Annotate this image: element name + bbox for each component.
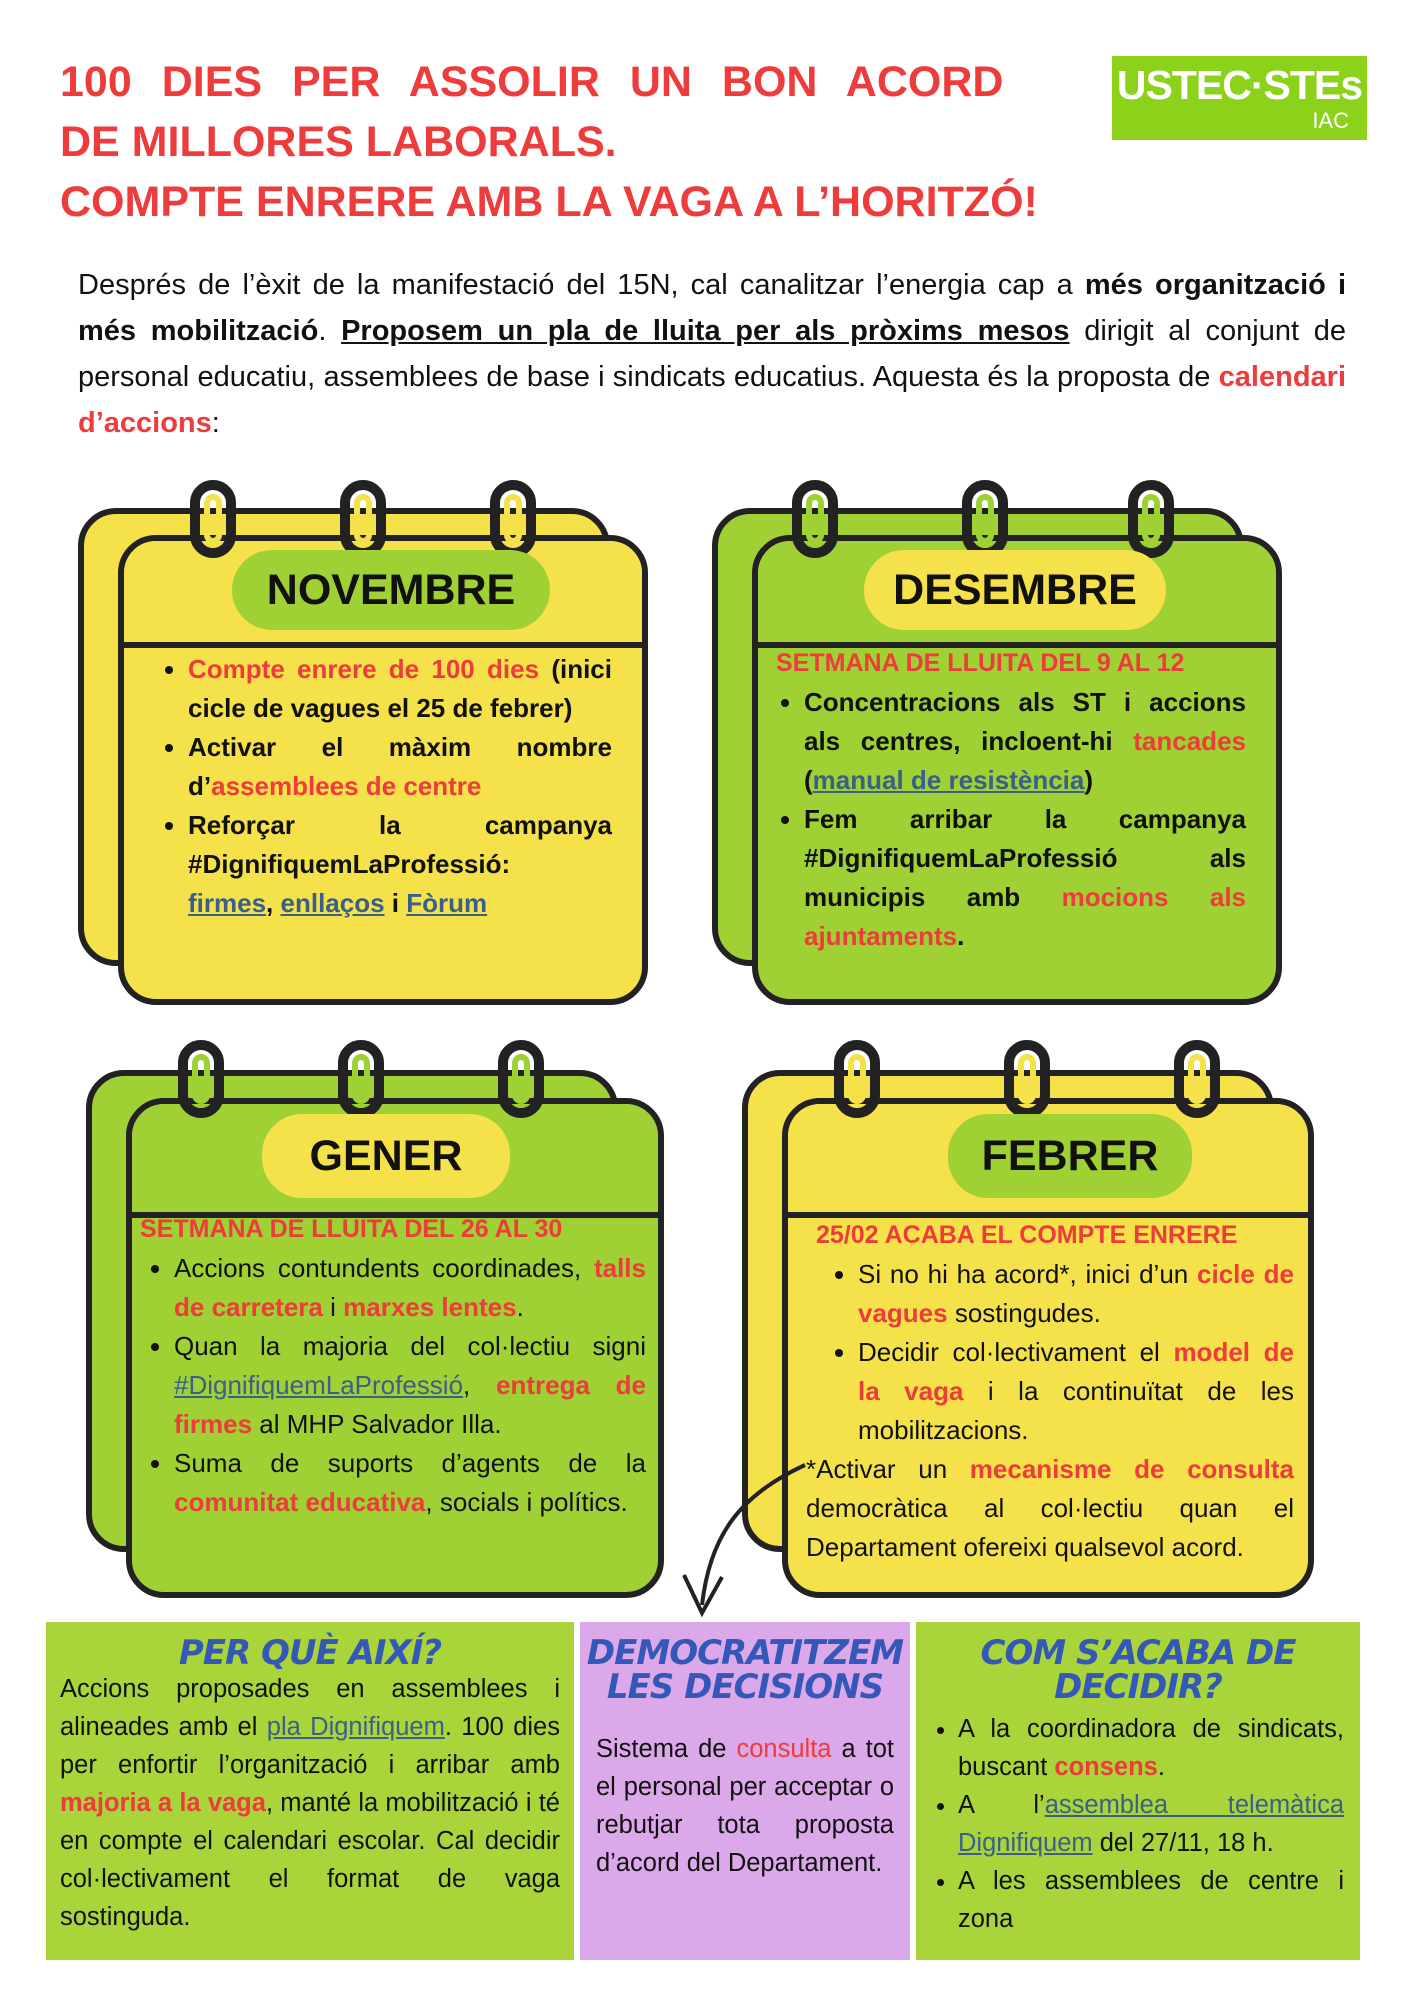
binder-ring-icon: [834, 1040, 880, 1118]
highlight: mocions als ajuntaments: [804, 882, 1247, 951]
highlight: talls de carretera: [174, 1253, 646, 1322]
text: al MHP Salvador Illa.: [252, 1409, 502, 1439]
list-item: [958, 1710, 1344, 1786]
ustec-logo: [1112, 56, 1367, 140]
highlight: Compte enrere de 100 dies: [188, 654, 540, 684]
calendar-content: [140, 1210, 646, 1522]
title-line: COM S’ACABA DE: [980, 1633, 1296, 1673]
why-text: [46, 1670, 574, 1936]
why-title: PER QUÈ AIXÍ?: [178, 1633, 442, 1673]
highlight: mecanisme de consulta: [969, 1454, 1294, 1484]
assemblea-telematica-link[interactable]: assemblea telemàtica Dignifiquem: [958, 1791, 1344, 1857]
intro-paragraph: [78, 262, 1346, 446]
why-box: [46, 1622, 574, 1960]
arrow-icon: [670, 1455, 820, 1625]
month-label: NOVEMBRE: [232, 550, 550, 630]
democratize-box: [580, 1622, 910, 1960]
title-line: DEMOCRATITZEM: [586, 1633, 904, 1673]
month-label: GENER: [262, 1114, 510, 1198]
text: (inici cicle de vagues el 25 de febrer): [188, 654, 612, 723]
list-item: [804, 800, 1246, 956]
month-label: DESEMBRE: [864, 550, 1166, 630]
intro-text: :: [211, 407, 220, 439]
text: Quan la majoria del col·lectiu signi: [174, 1331, 646, 1361]
list-item: [188, 650, 612, 728]
text: , manté la mobilització i té en compte el calendari escolar. Cal decidir col·lectivament el format de vaga sostinguda.: [60, 1789, 560, 1931]
list-item: [174, 1327, 646, 1444]
text: a tot el personal per acceptar o rebutjar tota proposta d’acord del Departament.: [596, 1735, 894, 1877]
text: Decidir col·lectivament el: [858, 1337, 1174, 1367]
highlight: comunitat educativa: [174, 1487, 426, 1517]
forum-link[interactable]: Fòrum: [406, 888, 488, 918]
calendar-gener: [86, 1040, 656, 1600]
highlight: model de la vaga: [858, 1337, 1294, 1406]
title-line: LES DECISIONS: [606, 1667, 884, 1707]
how-box: [916, 1622, 1360, 1960]
text: ,: [463, 1370, 496, 1400]
text: i: [322, 1292, 344, 1322]
highlight: entrega de firmes: [174, 1370, 646, 1439]
binder-ring-icon: [1128, 480, 1174, 558]
title-line-1: 100 DIES PER ASSOLIR UN BON ACORD: [60, 58, 1004, 106]
binder-ring-icon: [338, 1040, 384, 1118]
binder-ring-icon: [178, 1040, 224, 1118]
week-subtitle: SETMANA DE LLUITA DEL 9 AL 12: [776, 649, 1185, 677]
intro-text: Després de l’èxit de la manifestació del 15N, cal canalitzar l’energia cap a: [78, 269, 1085, 301]
binder-ring-icon: [1174, 1040, 1220, 1118]
manual-resistencia-link[interactable]: manual de resistència: [812, 765, 1085, 795]
text: Accions proposades en assemblees i alineades amb el: [60, 1675, 560, 1741]
binder-ring-icon: [962, 480, 1008, 558]
highlight: assemblees de centre: [211, 771, 482, 801]
democratize-title: [580, 1633, 910, 1707]
highlight: tancades: [1133, 726, 1246, 756]
text: i: [384, 888, 407, 918]
week-subtitle: SETMANA DE LLUITA DEL 26 AL 30: [140, 1215, 563, 1243]
text: sostingudes.: [947, 1298, 1101, 1328]
text: del 27/11, 18 h.: [1092, 1829, 1274, 1857]
consultation-note: [806, 1450, 1294, 1567]
text: A l’: [958, 1791, 1045, 1819]
intro-text: .: [318, 315, 342, 347]
title-line-3: COMPTE ENRERE AMB LA VAGA A L’HORITZÓ!: [60, 178, 1038, 226]
title-line-2: DE MILLORES LABORALS.: [60, 118, 617, 166]
text: .: [516, 1292, 524, 1322]
highlight: consulta: [736, 1735, 832, 1763]
binder-ring-icon: [792, 480, 838, 558]
pla-dignifiquem-link[interactable]: pla Dignifiquem: [266, 1713, 445, 1741]
highlight: majoria a la vaga: [60, 1789, 266, 1817]
text: A la coordinadora de sindicats, buscant: [958, 1715, 1344, 1781]
list-item: [858, 1255, 1294, 1333]
calendar-content: [160, 650, 612, 923]
calendar-content: [806, 1216, 1294, 1567]
highlight: cicle de vagues: [858, 1259, 1294, 1328]
firmes-link[interactable]: firmes: [188, 888, 267, 918]
highlight: marxes lentes: [343, 1292, 517, 1322]
list-item: [958, 1862, 1344, 1938]
intro-highlight: calendari d’accions: [78, 361, 1346, 439]
text: i la continuïtat de les mobilitzacions.: [858, 1376, 1294, 1445]
text: .: [957, 921, 965, 951]
text: , socials i polítics.: [425, 1487, 628, 1517]
how-text: [916, 1704, 1360, 1938]
binder-ring-icon: [490, 480, 536, 558]
binder-ring-icon: [190, 480, 236, 558]
dignifiquem-link[interactable]: #DignifiquemLaProfessió: [174, 1370, 464, 1400]
text: ): [1084, 765, 1094, 795]
text: Concentracions als ST i accions als centres, incloent-hi: [804, 687, 1246, 756]
list-item: [804, 683, 1246, 800]
text: .: [1157, 1753, 1165, 1781]
text: Activar el màxim nombre d’: [188, 732, 612, 801]
text: Suma de suports d’agents de la: [174, 1448, 646, 1478]
month-label: FEBRER: [948, 1114, 1192, 1198]
list-item: [174, 1249, 646, 1327]
calendar-novembre: [78, 480, 648, 1010]
text: *Activar un: [806, 1454, 970, 1484]
intro-text: dirigit al conjunt de personal educatiu, assemblees de base i sindicats educatius. Aquesta és la proposta de: [78, 315, 1346, 393]
text: A les assemblees de centre i zona: [958, 1867, 1344, 1933]
text: democràtica al col·lectiu quan el Departament ofereixi qualsevol acord.: [806, 1493, 1294, 1562]
list-item: [188, 728, 612, 806]
enllacos-link[interactable]: enllaços: [280, 888, 385, 918]
highlight: consens: [1054, 1753, 1158, 1781]
text: Si no hi ha acord*, inici d’un: [858, 1259, 1198, 1289]
week-subtitle: 25/02 ACABA EL COMPTE ENRERE: [816, 1221, 1238, 1249]
calendar-content: [776, 644, 1246, 956]
list-item: [858, 1333, 1294, 1450]
how-title: [916, 1633, 1360, 1707]
calendar-febrer: [742, 1040, 1312, 1600]
title-line: DECIDIR?: [1054, 1667, 1222, 1707]
binder-ring-icon: [498, 1040, 544, 1118]
text: (: [804, 765, 813, 795]
logo-text: USTEC·STEs: [1116, 62, 1363, 108]
list-item: [174, 1444, 646, 1522]
text: ,: [266, 888, 281, 918]
text: Accions contundents coordinades,: [174, 1253, 594, 1283]
text: Sistema de: [596, 1735, 737, 1763]
text: Fem arribar la campanya #DignifiquemLaProfessió als municipis amb: [804, 804, 1246, 912]
intro-underlined: Proposem un pla de lluita per als pròxims mesos: [341, 315, 1070, 347]
calendar-desembre: [712, 480, 1282, 1010]
binder-ring-icon: [1004, 1040, 1050, 1118]
democratize-text: [580, 1704, 910, 1882]
list-item: [188, 806, 612, 923]
logo-subtext: IAC: [1312, 108, 1349, 133]
text: • Reforçar la campanya #DignifiquemLaProfessió:: [188, 810, 612, 879]
list-item: [958, 1786, 1344, 1862]
binder-ring-icon: [340, 480, 386, 558]
text: . 100 dies per enfortir l’organització i arribar amb: [60, 1713, 560, 1779]
page-title: [60, 52, 1080, 232]
intro-bold: més organització i més mobilització: [78, 269, 1346, 347]
